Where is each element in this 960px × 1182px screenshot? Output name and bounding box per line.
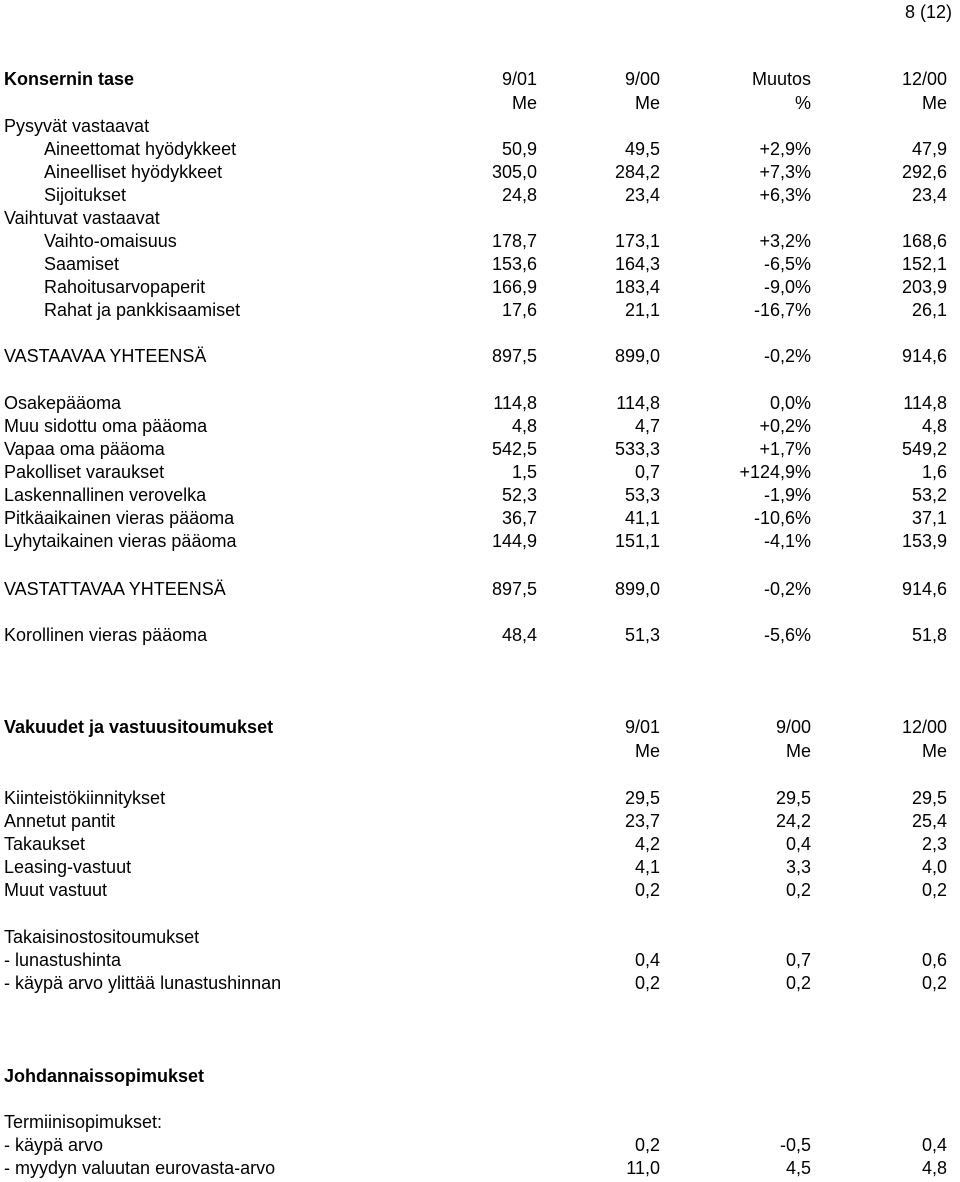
cell-9-00: 0,2 — [785, 973, 811, 993]
cell-12-00: 4,8 — [921, 416, 947, 436]
row-label: Rahoitusarvopaperit — [44, 277, 206, 297]
table-row — [0, 230, 960, 253]
table-row — [0, 787, 960, 810]
row-label: Saamiset — [44, 254, 120, 274]
table-row — [0, 949, 960, 972]
cell-12-00: 203,9 — [901, 277, 947, 297]
section-heading-row — [0, 926, 960, 949]
cell-change: -4,1% — [763, 531, 811, 551]
cell-change: -0,2% — [763, 579, 811, 599]
cell-12-00: 26,1 — [911, 300, 947, 320]
column-header: Muutos — [751, 69, 811, 89]
cell-12-00: 25,4 — [911, 811, 947, 831]
cell-9-00: 51,3 — [624, 625, 660, 645]
cell-9-00: 3,3 — [785, 857, 811, 877]
cell-9-01: 23,7 — [624, 811, 660, 831]
cell-change: +124,9% — [739, 462, 811, 482]
cell-9-00: 164,3 — [614, 254, 660, 274]
cell-9-01: 166,9 — [491, 277, 537, 297]
balance-header-row — [0, 68, 960, 91]
table-row — [0, 161, 960, 184]
table-row — [0, 484, 960, 507]
commitments-header-row — [0, 716, 960, 739]
row-label: Vaihtuvat vastaavat — [4, 208, 160, 228]
cell-12-00: 29,5 — [911, 788, 947, 808]
row-label: Aineettomat hyödykkeet — [44, 139, 237, 159]
cell-12-00: 152,1 — [901, 254, 947, 274]
table-row — [0, 461, 960, 484]
row-label: Pitkäaikainen vieras pääoma — [4, 508, 235, 528]
table-row — [0, 507, 960, 530]
cell-9-01: 36,7 — [501, 508, 537, 528]
row-label: Korollinen vieras pääoma — [4, 625, 208, 645]
table-row — [0, 392, 960, 415]
cell-12-00: 23,4 — [911, 185, 947, 205]
cell-9-00: 53,3 — [624, 485, 660, 505]
total-row — [0, 578, 960, 601]
table-row — [0, 879, 960, 902]
column-header: 12/00 — [901, 717, 947, 737]
cell-9-00: 24,2 — [775, 811, 811, 831]
row-label: VASTATTAVAA YHTEENSÄ — [4, 579, 226, 599]
unit-label: Me — [634, 741, 660, 761]
cell-12-00: 0,2 — [921, 973, 947, 993]
row-label: Takaisinostositoumukset — [4, 927, 200, 947]
table-row — [0, 972, 960, 995]
row-label: - käypä arvo ylittää lunastushinnan — [4, 973, 282, 993]
cell-9-00: 21,1 — [624, 300, 660, 320]
cell-change: +7,3% — [759, 162, 811, 182]
cell-change: +6,3% — [759, 185, 811, 205]
cell-12-00: 2,3 — [921, 834, 947, 854]
cell-12-00: 47,9 — [911, 139, 947, 159]
cell-9-00: 4,5 — [785, 1158, 811, 1178]
table-row — [0, 415, 960, 438]
table-row — [0, 530, 960, 553]
cell-9-00: 29,5 — [775, 788, 811, 808]
cell-9-00: 151,1 — [614, 531, 660, 551]
cell-12-00: 51,8 — [911, 625, 947, 645]
cell-12-00: 4,0 — [921, 857, 947, 877]
cell-9-01: 4,2 — [634, 834, 660, 854]
cell-12-00: 0,4 — [921, 1135, 947, 1155]
cell-9-00: 899,0 — [614, 346, 660, 366]
row-label: Termiinisopimukset: — [4, 1112, 163, 1132]
unit-label: Me — [785, 741, 811, 761]
cell-9-00: 23,4 — [624, 185, 660, 205]
cell-9-00: 114,8 — [616, 393, 660, 413]
cell-9-01: 24,8 — [501, 185, 537, 205]
cell-9-01: 0,2 — [634, 1135, 660, 1155]
cell-12-00: 914,6 — [901, 579, 947, 599]
cell-9-01: 52,3 — [501, 485, 537, 505]
table-row — [0, 1157, 960, 1180]
column-header: 9/01 — [624, 717, 660, 737]
cell-change: -1,9% — [763, 485, 811, 505]
cell-12-00: 114,8 — [903, 393, 947, 413]
row-label: Vapaa oma pääoma — [4, 439, 165, 459]
cell-9-00: 533,3 — [614, 439, 660, 459]
cell-change: -16,7% — [753, 300, 811, 320]
cell-12-00: 37,1 — [911, 508, 947, 528]
derivatives-header-row — [0, 1065, 960, 1088]
cell-change: -10,6% — [753, 508, 811, 528]
row-label: - käypä arvo — [4, 1135, 104, 1155]
cell-12-00: 292,6 — [901, 162, 947, 182]
cell-9-00: 0,4 — [785, 834, 811, 854]
cell-9-01: 48,4 — [501, 625, 537, 645]
table-row — [0, 184, 960, 207]
cell-12-00: 1,6 — [921, 462, 947, 482]
cell-12-00: 4,8 — [921, 1158, 947, 1178]
row-label: Aineelliset hyödykkeet — [44, 162, 223, 182]
cell-9-01: 153,6 — [491, 254, 537, 274]
total-row — [0, 345, 960, 368]
cell-12-00: 914,6 — [901, 346, 947, 366]
cell-9-00: 0,7 — [785, 950, 811, 970]
table-row — [0, 624, 960, 647]
cell-12-00: 153,9 — [901, 531, 947, 551]
unit-label: Me — [921, 93, 947, 113]
cell-9-01: 0,2 — [634, 880, 660, 900]
cell-change: 0,0% — [769, 393, 811, 413]
cell-change: +0,2% — [759, 416, 811, 436]
cell-12-00: 168,6 — [901, 231, 947, 251]
cell-9-01: 897,5 — [491, 346, 537, 366]
row-label: Laskennallinen verovelka — [4, 485, 207, 505]
row-label: Takaukset — [4, 834, 86, 854]
table-row — [0, 438, 960, 461]
cell-9-01: 4,1 — [634, 857, 660, 877]
row-label: Kiinteistökiinnitykset — [4, 788, 166, 808]
unit-label: Me — [511, 93, 537, 113]
cell-change: +2,9% — [759, 139, 811, 159]
column-header: 9/01 — [501, 69, 537, 89]
cell-9-01: 4,8 — [511, 416, 537, 436]
row-label: Muu sidottu oma pääoma — [4, 416, 208, 436]
cell-9-00: 173,1 — [614, 231, 660, 251]
unit-label: % — [794, 93, 811, 113]
cell-9-01: 542,5 — [491, 439, 537, 459]
column-header: 9/00 — [624, 69, 660, 89]
balance-title: Konsernin tase — [4, 69, 135, 89]
row-label: Rahat ja pankkisaamiset — [44, 300, 241, 320]
balance-units-row — [0, 92, 960, 115]
cell-change: +1,7% — [759, 439, 811, 459]
cell-9-01: 50,9 — [501, 139, 537, 159]
table-row — [0, 1134, 960, 1157]
cell-9-00: 0,2 — [785, 880, 811, 900]
cell-9-00: 183,4 — [614, 277, 660, 297]
page-number: 8 (12) — [904, 2, 952, 22]
column-header: 12/00 — [901, 69, 947, 89]
column-header: 9/00 — [775, 717, 811, 737]
cell-12-00: 0,2 — [921, 880, 947, 900]
cell-9-01: 305,0 — [491, 162, 537, 182]
table-row — [0, 276, 960, 299]
section-heading-row — [0, 115, 960, 138]
row-label: Muut vastuut — [4, 880, 108, 900]
cell-9-00: 899,0 — [614, 579, 660, 599]
cell-9-01: 17,6 — [501, 300, 537, 320]
row-label: Osakepääoma — [4, 393, 122, 413]
cell-9-00: 49,5 — [624, 139, 660, 159]
row-label: VASTAAVAA YHTEENSÄ — [4, 346, 207, 366]
row-label: Vaihto-omaisuus — [44, 231, 177, 251]
cell-12-00: 53,2 — [911, 485, 947, 505]
cell-9-01: 178,7 — [491, 231, 537, 251]
row-label: Sijoitukset — [44, 185, 127, 205]
table-row — [0, 810, 960, 833]
unit-label: Me — [921, 741, 947, 761]
row-label: Leasing-vastuut — [4, 857, 132, 877]
cell-9-00: 4,7 — [634, 416, 660, 436]
cell-9-01: 897,5 — [491, 579, 537, 599]
row-label: Lyhytaikainen vieras pääoma — [4, 531, 237, 551]
cell-9-01: 0,4 — [634, 950, 660, 970]
table-row — [0, 833, 960, 856]
section-heading-row — [0, 1111, 960, 1134]
row-label: Pysyvät vastaavat — [4, 116, 150, 136]
cell-9-01: 114,8 — [493, 393, 537, 413]
table-row — [0, 253, 960, 276]
row-label: Pakolliset varaukset — [4, 462, 165, 482]
cell-9-00: 41,1 — [624, 508, 660, 528]
table-row — [0, 856, 960, 879]
cell-9-00: -0,5 — [779, 1135, 811, 1155]
cell-12-00: 0,6 — [921, 950, 947, 970]
row-label: Annetut pantit — [4, 811, 116, 831]
cell-9-00: 284,2 — [614, 162, 660, 182]
section-heading-row — [0, 207, 960, 230]
cell-change: -6,5% — [763, 254, 811, 274]
cell-change: +3,2% — [759, 231, 811, 251]
cell-9-01: 1,5 — [511, 462, 537, 482]
commitments-title: Vakuudet ja vastuusitoumukset — [4, 717, 274, 737]
cell-9-01: 144,9 — [491, 531, 537, 551]
commitments-units-row — [0, 740, 960, 763]
cell-9-01: 0,2 — [634, 973, 660, 993]
table-row — [0, 138, 960, 161]
cell-change: -9,0% — [763, 277, 811, 297]
derivatives-title: Johdannaissopimukset — [4, 1066, 205, 1086]
table-row — [0, 299, 960, 322]
unit-label: Me — [634, 93, 660, 113]
cell-9-01: 29,5 — [624, 788, 660, 808]
cell-9-00: 0,7 — [634, 462, 660, 482]
row-label: - myydyn valuutan eurovasta-arvo — [4, 1158, 276, 1178]
cell-change: -0,2% — [763, 346, 811, 366]
cell-12-00: 549,2 — [901, 439, 947, 459]
cell-change: -5,6% — [763, 625, 811, 645]
row-label: - lunastushinta — [4, 950, 122, 970]
cell-9-01: 11,0 — [626, 1158, 660, 1178]
